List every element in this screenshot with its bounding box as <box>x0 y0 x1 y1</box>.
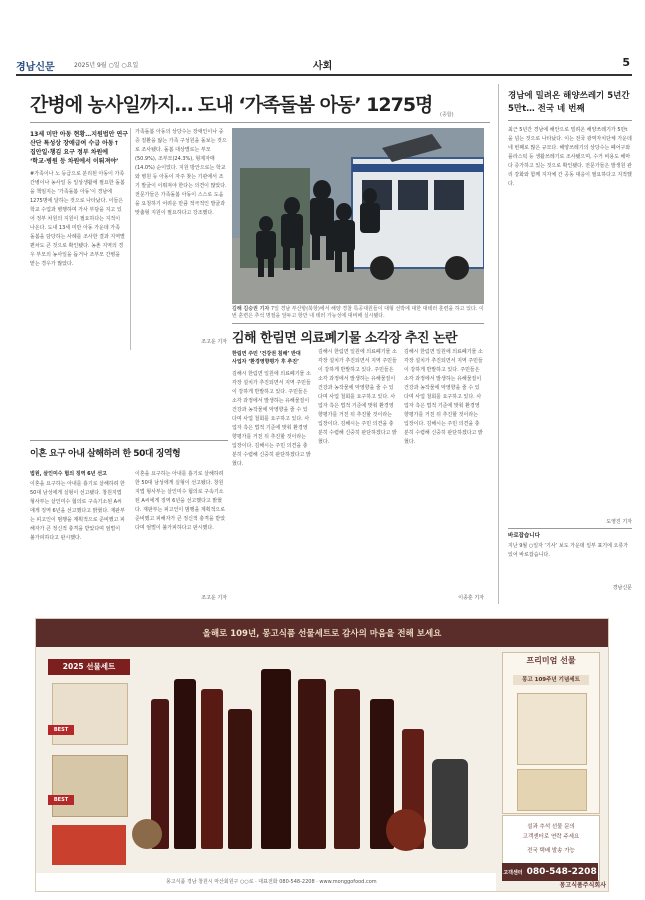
second-body-col-1 <box>232 370 312 600</box>
right-byline: 도영진 기자 <box>606 519 632 525</box>
page-number: 5 <box>622 56 630 69</box>
third-body-text: 이혼을 요구하는 아내를 흉기로 살해하려 한 50대 남성에게 실형이 선고됐다. 창원지법 형사부는 살인미수 혐의로 구속기소된 A씨에게 징역 6년을 선고했다고 밝혔다. 재판부는 피고인이 범행을 계획적으로 준비했고 피해자가 큰 정신적 충격을 받았다며 엄벌이 불가피하다고 판시했다. <box>30 481 125 541</box>
photo-caption-text: 7일 경남 부산항(북항)에서 해양 경찰 특공대원들이 대형 선박에 대한 대테러 훈련을 하고 있다. 이번 훈련은 추석 명절을 앞두고 항만 내 테러 가능성에 대비해 실시됐다. <box>232 306 484 319</box>
second-body-text: 김해시 한림면 일원에 의료폐기물 소각장 설치가 추진되면서 지역 주민들이 강하게 반발하고 있다. 주민들은 소각 과정에서 발생하는 유해물질이 건강과 농작물에 악영향을 줄 수 있다며 사업 철회를 요구하고 있다. 사업자 측은 법적 기준에 맞춰 환경영향평가를 거친 뒤 추진할 것이라는 입장이다. 김해시는 주민 의견을 충분히 수렴해 신중히 판단하겠다고 밝혔다. <box>232 371 311 467</box>
brief-byline: 경남신문 <box>612 585 632 591</box>
main-body-mid-text: 가족돌봄 아동의 상당수는 장애인이나 중증 질환을 앓는 가족 구성원을 돌보는 것으로 조사됐다. 돌봄 대상별로는 부모(50.9%), 조부모(24.3%), 형제자매(14.0%) 순이었다. 지원 방안으로는 학교와 병원 등 아동이 자주 찾는 기관에서 조기 발굴이 이뤄져야 한다는 의견이 많았다. 전문가들은 가족돌봄 아동이 스스로 도움을 요청하기 어려운 만큼 적극적인 발굴과 맞춤형 지원이 필요하다고 강조했다. <box>135 129 227 216</box>
brief-body-text: 지난 9월 ○일자 ‘기사’ 보도 가운데 일부 표기에 오류가 있어 바로잡습니다. <box>508 543 629 558</box>
masthead <box>16 56 632 76</box>
third-body-col-1 <box>30 480 126 602</box>
third-byline: 조고운 기자 <box>201 595 227 601</box>
ad-premium-subtitle: 몽고 109주년 기념세트 <box>513 675 589 685</box>
bottle-6 <box>298 679 326 849</box>
ad-phone-label: 고객센터 <box>503 870 523 876</box>
main-headline-tag: (종합) <box>440 112 454 118</box>
bottle-3 <box>201 689 223 849</box>
ad-phone-number[interactable] <box>502 863 598 881</box>
second-byline: 이종훈 기자 <box>458 595 484 601</box>
ad-phone-value: 080-548-2208 <box>526 867 597 877</box>
ad-footer: 몽고식품 경남 창원시 마산회원구 ○○로 · 대표전화 080-548-2208 · www.monggofood.com <box>36 873 496 891</box>
jar-1 <box>432 759 468 849</box>
third-story-rule <box>30 440 228 441</box>
ad-premium-title: 프리미엄 선물 <box>526 656 576 665</box>
best-badge-2: BEST <box>48 795 74 805</box>
second-story-rule <box>232 323 484 324</box>
advertisement[interactable] <box>35 618 609 892</box>
right-body <box>508 126 632 516</box>
news-photo <box>232 128 484 304</box>
brief-body <box>508 542 632 582</box>
main-subhead-2: 산단 특성상 장애급여 수급 아동↑ <box>30 140 119 147</box>
main-byline: 조고운 기자 <box>201 339 227 345</box>
gift-box-image-2 <box>52 755 128 817</box>
column-divider <box>130 128 131 350</box>
photo-credit: 김해 김승권 기자 <box>232 306 270 312</box>
second-body-col-3 <box>404 348 484 588</box>
right-body-text: 최근 5년간 경남에 해안으로 밀려온 해양쓰레기가 5만t을 넘는 것으로 나타났다. 이는 전국 광역자치단체 가운데 네 번째로 많은 규모다. 해양쓰레기의 상당수는 폐어구와 플라스틱 등 생활쓰레기로 조사됐으며, 수거 비용도 해마다 증가하고 있는 것으로 확인됐다. 전문가들은 발생원 관리 강화와 함께 지자체 간 공동 대응이 필요하다고 지적했다. <box>508 127 632 187</box>
main-subheads <box>30 130 130 166</box>
ad-brand-name: 몽고식품주식회사 <box>559 882 606 889</box>
third-story-kicker: 법원, 살인미수 혐의 징역 6년 선고 <box>30 471 107 477</box>
gift-box-image <box>52 683 128 745</box>
ad-event-line-2: 고객센터로 연락 주세요 <box>522 834 580 840</box>
jar-2 <box>386 809 426 851</box>
section-title: 사회 <box>313 61 333 72</box>
main-body-left <box>30 170 126 348</box>
brief-headline: 바로잡습니다 <box>508 533 540 539</box>
ad-gift-set-panel <box>48 659 130 859</box>
second-body-text-cont: 김해시 한림면 일원에 의료폐기물 소각장 설치가 추진되면서 지역 주민들이 강하게 반발하고 있다. 주민들은 소각 과정에서 발생하는 유해물질이 건강과 농작물에 악영향을 줄 수 있다며 사업 철회를 요구하고 있다. 사업자 측은 법적 기준에 맞춰 환경영향평가를 거친 뒤 추진할 것이라는 입장이다. 김해시는 주민 의견을 충분히 수렴해 신중히 판단하겠다고 밝혔다. <box>318 349 397 445</box>
bottle-7 <box>334 689 360 849</box>
right-headline: 경남에 밀려온 해양쓰레기 5년간 5만t… 전국 네 번째 <box>508 91 630 114</box>
second-story-headline: 김해 한림면 의료폐기물 소각장 추진 논란 <box>232 331 458 346</box>
right-head-rule <box>508 120 632 121</box>
bottle-2 <box>174 679 196 849</box>
bottle-5 <box>261 669 291 849</box>
right-column-divider <box>498 84 499 604</box>
headline-rule <box>30 122 490 123</box>
mushroom-decoration <box>132 819 162 849</box>
ad-slogan: 올해로 109년, 몽고식품 선물세트로 감사의 마음을 전해 보세요 <box>202 629 442 639</box>
gift-box-image-3 <box>52 825 126 865</box>
main-body-left-text: #가족이나 노 등급으로 분리된 아동이 가족 간병이나 농사일 등 일상생활에 필요한 돌봄을 책임지는 ‘가족돌봄 아동’이 경남에 1275명에 달하는 것으로 나타났다. 이들은 학교 수업과 병행하며 가사 부담을 지고 있어 정부 차원의 지원이 필요하다는 지적이 나온다. 도내 13세 미만 아동 가운데 가족 돌봄을 담당하는 사례를 조사한 결과 지역별 편차도 큰 것으로 확인됐다. 농촌 지역의 경우 부모의 농사일을 돕거나 조부모 간병을 맡는 경우가 많았다. <box>30 171 125 267</box>
premium-box-image-2 <box>517 769 587 811</box>
brief-rule <box>508 528 632 529</box>
premium-box-image <box>517 693 587 765</box>
second-story-kicker-1: 한림면 주민 ‘건강권 침해’ 반대 <box>232 351 301 357</box>
main-headline: 간병에 농사일까지… 도내 ‘가족돌봄 아동’ 1275명 <box>30 94 433 116</box>
best-badge: BEST <box>48 725 74 735</box>
third-body-col-2 <box>135 470 227 592</box>
ad-premium-panel <box>502 652 600 814</box>
ad-gift-set-title: 2025 선물세트 <box>48 659 130 675</box>
second-story-kickers <box>232 350 312 366</box>
second-story-kicker-2: 사업자 ‘환경영향평가 후 추진’ <box>232 359 299 365</box>
main-subhead-4: ‘학교·병원 등 차원에서 이뤄져야’ <box>30 158 119 165</box>
training-photo-illustration <box>232 128 484 304</box>
main-body-mid <box>135 128 227 334</box>
third-story-headline: 이혼 요구 아내 살해하려 한 50대 징역형 <box>30 449 181 459</box>
ad-event-line-3: 전국 택배 발송 가능 <box>527 848 575 854</box>
bottle-4 <box>228 709 252 849</box>
issue-date: 2025년 9월 ○일 ○요일 <box>74 62 139 69</box>
ad-event-line-1: 설과 추석 선물 문의 <box>527 824 575 830</box>
main-subhead-3: 집안일·챙김 요구 정부 차원에 <box>30 149 109 156</box>
photo-caption <box>232 306 484 320</box>
main-subhead-1: 13세 미만 아동 현황…지원법안 연구 <box>30 131 129 138</box>
paper-logo: 경남신문 <box>16 62 55 73</box>
third-body-text-cont: 이혼을 요구하는 아내를 흉기로 살해하려 한 50대 남성에게 실형이 선고됐다. 창원지법 형사부는 살인미수 혐의로 구속기소된 A씨에게 징역 6년을 선고했다고 밝혔다. 재판부는 피고인이 범행을 계획적으로 준비했고 피해자가 큰 정신적 충격을 받았다며 엄벌이 불가피하다고 판시했다. <box>135 471 226 531</box>
second-body-text-cont-2: 김해시 한림면 일원에 의료폐기물 소각장 설치가 추진되면서 지역 주민들이 강하게 반발하고 있다. 주민들은 소각 과정에서 발생하는 유해물질이 건강과 농작물에 악영향을 줄 수 있다며 사업 철회를 요구하고 있다. 사업자 측은 법적 기준에 맞춰 환경영향평가를 거친 뒤 추진할 것이라는 입장이다. 김해시는 주민 의견을 충분히 수렴해 신중히 판단하겠다고 밝혔다. <box>404 349 483 445</box>
second-body-col-2 <box>318 348 398 600</box>
